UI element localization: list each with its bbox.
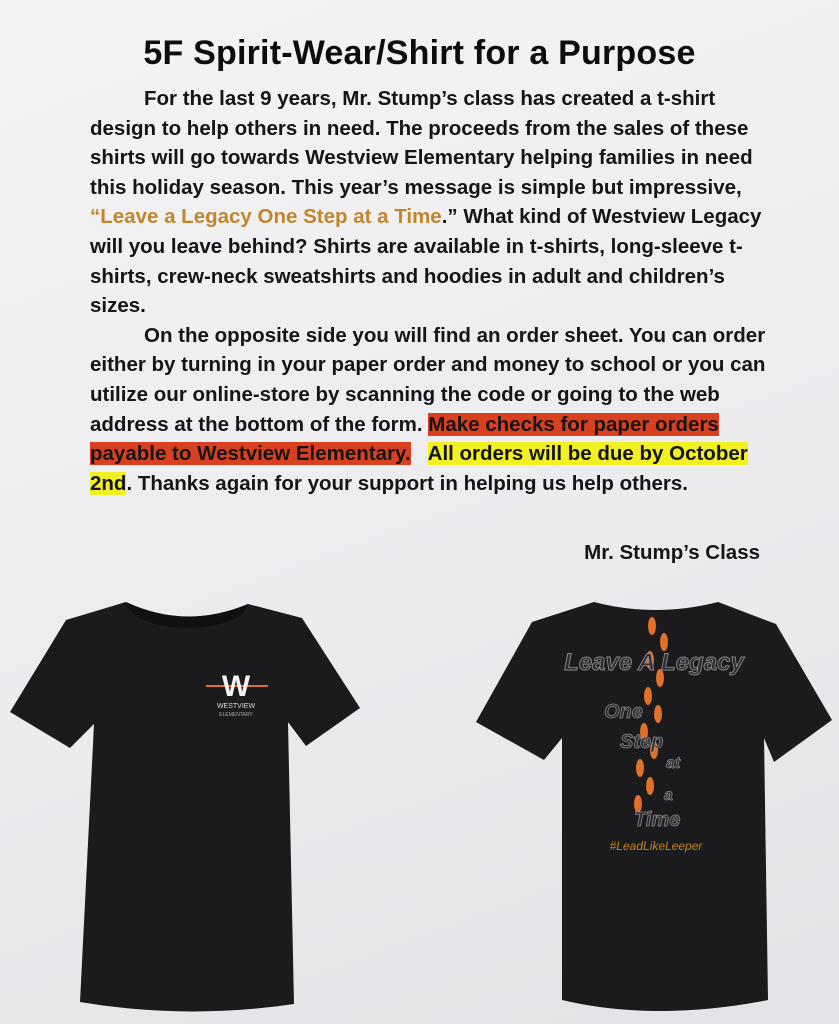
due-date-highlight: All orders will be due by October 2nd: [90, 442, 748, 495]
ordering-text-end: . Thanks again for your support in helping us help others.: [126, 471, 688, 495]
ordering-text: On the opposite side you will find an order sheet. You can order either by turning in your paper order and money to school or you can utilize our online-store by scanning the code or going to the web address at the bottom of the form.: [90, 323, 766, 436]
logo-letter: W: [221, 670, 251, 703]
back-shirt-image: [474, 596, 836, 1016]
back-word-one: One: [604, 701, 643, 723]
front-shirt-body: [10, 602, 360, 1012]
legacy-quote: “Leave a Legacy One Step at a Time: [90, 205, 442, 229]
page-title: 5F Spirit-Wear/Shirt for a Purpose: [143, 34, 696, 72]
logo-text: WESTVIEW: [216, 703, 256, 710]
front-shirt-image: [6, 596, 366, 1016]
body-text: [90, 84, 770, 498]
signature: Mr. Stump’s Class: [584, 541, 760, 564]
checks-payable-highlight: Make checks for paper orders payable to Westview Elementary.: [90, 412, 719, 466]
back-word-at: at: [666, 755, 681, 772]
paragraph-ordering: [90, 321, 770, 499]
back-line-leave-a-legacy: Leave A Legacy: [564, 649, 744, 676]
paragraph-intro: [90, 84, 770, 321]
back-word-step: Step: [620, 731, 664, 753]
back-word-time: Time: [634, 809, 681, 831]
back-hashtag: #LeadLikeLeeper: [609, 839, 703, 853]
back-word-a: a: [664, 787, 673, 804]
logo-subtext: ELEMENTARY: [219, 712, 253, 718]
intro-text-end: .” What kind of Westview Legacy will you leave behind? Shirts are available in t-shirts, long-sleeve t-shirts, crew-neck sweatshirts and hoodies in adult and children’s sizes.: [90, 205, 762, 318]
intro-text: For the last 9 years, Mr. Stump’s class has created a t-shirt design to help others in need. The proceeds from the sales of these shirts will go towards Westview Elementary helping families in need this holiday season. This year’s message is simple but impressive,: [90, 87, 753, 199]
